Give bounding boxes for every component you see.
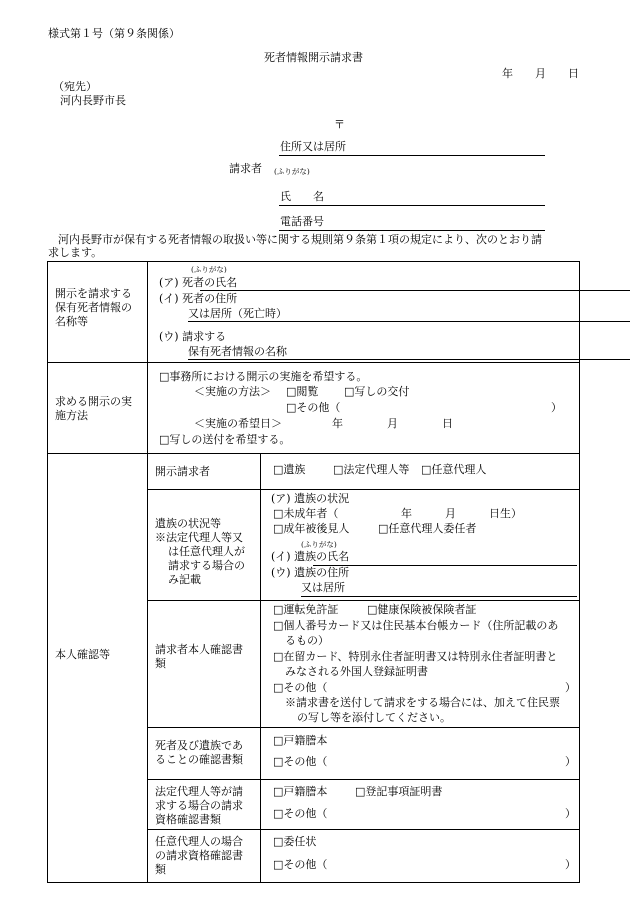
addressee: 河内長野市長 [60,94,126,107]
intro-text-line1: 河内長野市が保有する死者情報の取扱い等に関する規則第９条第１項の規定により、次のとおり請 [58,233,542,246]
requested-info-field[interactable] [188,359,630,360]
legal-label-line: 求する場合の請求 [155,799,243,812]
section1-label-line: 保有死者情報の [55,301,132,314]
residence-card-option-cont: みなされる外国人登録証明書 [285,665,428,678]
section2-label-line: 求める開示の実 [55,395,132,408]
form-number: 様式第１号（第９条関係） [48,27,180,40]
requester-type-content-cell [261,454,580,490]
family-status-label: (ア) 遺族の状況 [271,492,350,505]
legal-label-cell [148,780,261,830]
requested-info-label: (ウ) 請求する [159,330,227,343]
section1-content-cell [148,262,580,363]
section2-label-line: 施方法 [55,409,88,422]
family-content-cell [261,490,580,601]
death-label-cell [148,728,261,780]
deceased-furigana: (ふりがな) [191,265,227,274]
name-underline[interactable] [279,205,545,206]
phone-label: 電話番号 [280,215,324,228]
family-address-label-2: 又は居所 [301,581,345,594]
voluntary-label-cell [148,830,261,883]
family-label-cell [148,490,261,601]
minor-option[interactable]: □未成年者（ [273,507,339,520]
mail-note: ※請求書を送付して請求をする場合には、加えて住民票 [285,696,560,709]
family-label-line: み記載 [168,573,201,586]
family-name-field[interactable] [313,565,577,566]
family-address-label: (ウ) 遺族の住所 [271,566,350,579]
postal-mark: 〒 [334,118,345,131]
proxy-principal-option[interactable]: □任意代理人委任者 [378,522,477,535]
mail-note-cont: の写し等を添付してください。 [297,711,451,724]
deceased-address-label: (イ) 死者の住所 [159,292,238,305]
name-label: 氏 名 [280,190,324,203]
family-label-line: 請求する場合の [168,559,245,572]
phone-underline[interactable] [279,230,545,231]
deceased-name-label: (ア) 死者の氏名 [159,276,238,289]
address-label: 住所又は居所 [280,140,346,153]
deceased-address-label-2: 又は居所（死亡時） [188,307,287,320]
voluntary-label-line: 任意代理人の場合 [155,835,243,848]
preferred-date-value[interactable]: 年 月 日 [332,417,453,430]
requester-furigana: (ふりがな) [274,167,310,176]
death-label-line: 死者及び遺族であ [155,739,243,752]
voluntary-rep-option[interactable]: □任意代理人 [421,463,487,476]
date-line: 年 月 日 [502,67,579,80]
section2-content-cell [148,363,580,454]
other-method-close: ） [551,401,562,414]
adult-guardian-option[interactable]: □成年被後見人 [273,522,350,535]
intro-text-line2: 求します。 [48,246,103,259]
family-option[interactable]: □遺族 [273,463,306,476]
id-docs-label-line: 請求者本人確認書 [155,643,243,656]
voluntary-label-line: の請求資格確認書 [155,849,243,862]
death-content-cell [261,728,580,780]
section1-label-line: 開示を請求する [55,287,132,300]
other-voluntary-doc-close: ） [565,858,576,871]
view-option[interactable]: □閲覧 [286,385,319,398]
copy-option[interactable]: □写しの交付 [344,385,410,398]
address-underline[interactable] [279,155,545,156]
section1-label-cell [48,262,148,363]
other-legal-doc-option[interactable]: □その他（ [273,807,328,820]
requester-label: 請求者 [229,162,262,175]
mail-copy-option[interactable]: □写しの送付を希望する。 [159,433,291,446]
section3-label-cell [48,454,148,883]
other-id-close: ） [565,681,576,694]
document-title: 死者情報開示請求書 [264,51,363,64]
voluntary-content-cell [261,830,580,883]
legal-label-line: 資格確認書類 [155,813,221,826]
deceased-address-field[interactable] [188,321,630,322]
other-legal-doc-close: ） [565,807,576,820]
my-number-card-option[interactable]: □個人番号カード又は住民基本台帳カード（住所記載のあ [273,619,559,632]
residence-card-option[interactable]: □在留カード、特別永住者証明書又は特別永住者証明書と [273,650,558,663]
deceased-name-field[interactable] [200,290,630,291]
office-disclosure-option[interactable]: □事務所における開示の実施を希望する。 [159,370,368,383]
id-docs-label-line: 類 [155,657,166,670]
power-of-attorney-option[interactable]: □委任状 [273,835,317,848]
other-death-doc-option[interactable]: □その他（ [273,755,328,768]
family-label-line: 遺族の状況等 [155,517,221,530]
request-table [47,261,580,883]
requester-type-label: 開示請求者 [155,465,210,478]
family-furigana: (ふりがな) [301,540,337,549]
other-method-option[interactable]: □その他（ [286,401,341,414]
koseki-option[interactable]: □戸籍謄本 [273,734,328,747]
family-name-label: (イ) 遺族の氏名 [271,550,350,563]
id-docs-label-cell [148,601,261,728]
my-number-card-option-cont: るもの） [285,634,329,647]
family-label-line: ※法定代理人等又 [155,531,243,544]
section2-label-cell [48,363,148,454]
other-id-option[interactable]: □その他（ [273,681,328,694]
legal-content-cell [261,780,580,830]
health-insurance-option[interactable]: □健康保険被保険者証 [367,603,477,616]
legal-rep-option[interactable]: □法定代理人等 [333,463,410,476]
legal-koseki-option[interactable]: □戸籍謄本 [273,785,328,798]
other-death-doc-close: ） [565,755,576,768]
registry-certificate-option[interactable]: □登記事項証明書 [355,785,443,798]
minor-birthdate[interactable]: 年 月 日生） [401,507,522,520]
family-label-line: は任意代理人が [168,545,245,558]
id-docs-content-cell [261,601,580,728]
identity-label: 本人確認等 [55,648,110,661]
family-address-field[interactable] [301,596,577,597]
requested-info-label-2: 保有死者情報の名称 [188,345,287,358]
method-label: ＜実施の方法＞ [194,385,271,398]
voluntary-label-line: 類 [155,863,166,876]
section1-label-line: 名称等 [55,315,88,328]
drivers-license-option[interactable]: □運転免許証 [273,603,339,616]
preferred-date-label: ＜実施の希望日＞ [194,417,282,430]
requester-type-label-cell [148,454,261,490]
death-label-line: ることの確認書類 [155,753,243,766]
addressee-paren: （宛先） [53,80,97,93]
other-voluntary-doc-option[interactable]: □その他（ [273,858,328,871]
legal-label-line: 法定代理人等が請 [155,785,243,798]
